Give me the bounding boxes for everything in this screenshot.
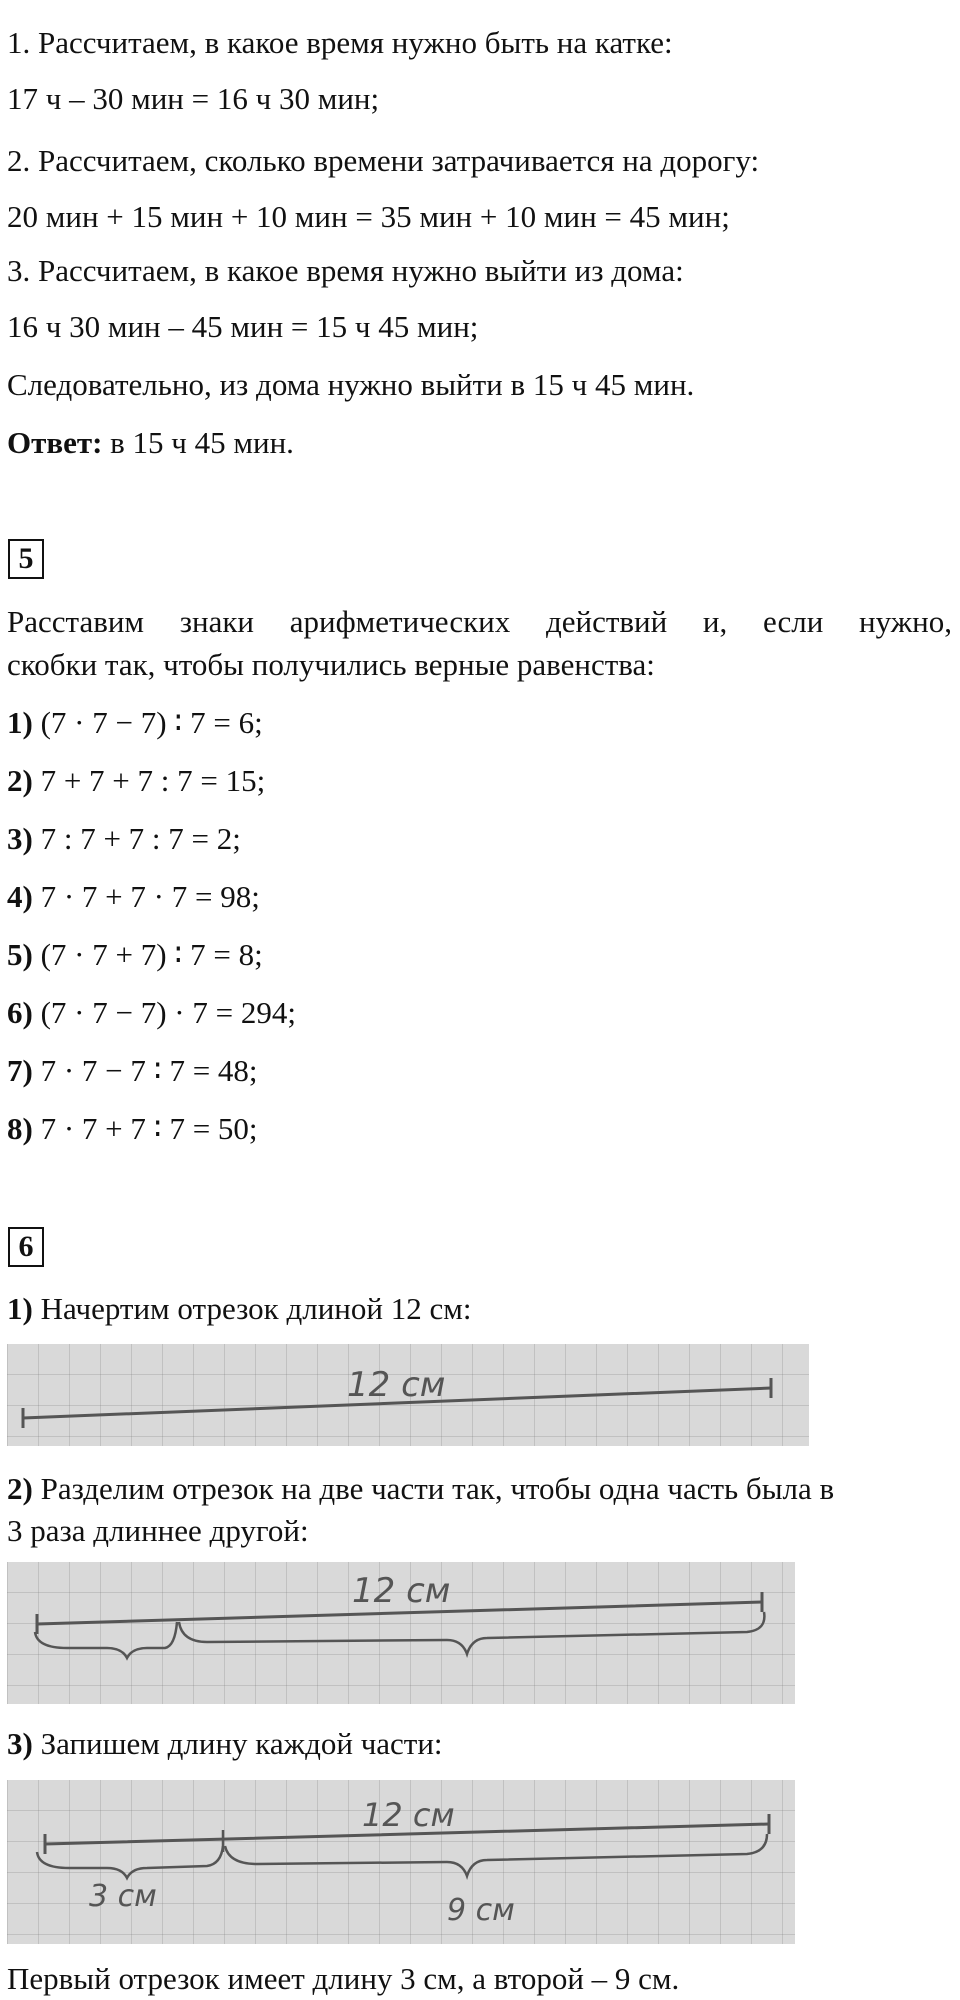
task-6-step-1 [7, 1290, 960, 1328]
equation-1-expr: (7 · 7 − 7) ∶ 7 = 6; [40, 705, 263, 740]
task-6-step-2-num: 2) [7, 1471, 33, 1506]
task-5-intro-1: Расставим знаки арифметических действий и, если нужно, [7, 604, 952, 639]
task-6-step-2-text-a: Разделим отрезок на две части так, чтобы одна часть была в [40, 1471, 835, 1506]
equation-2-expr: 7 + 7 + 7 : 7 = 15; [40, 763, 266, 798]
step-3-calc: 16 ч 30 мин – 45 мин = 15 ч 45 мин; [7, 309, 479, 344]
task-6-step-3-num: 3) [7, 1726, 33, 1761]
segment-2-label: 12 см [352, 1571, 451, 1611]
equation-7-num: 7) [7, 1053, 33, 1088]
equation-3 [7, 820, 960, 858]
step-3-text: 3. Рассчитаем, в какое время нужно выйти из дома: [7, 253, 684, 288]
equation-6-expr: (7 · 7 − 7) · 7 = 294; [40, 995, 296, 1030]
task-6-number-box: 6 [8, 1227, 44, 1267]
segment-3-label-part-1: 3 см [89, 1879, 157, 1914]
equation-4 [7, 878, 960, 916]
equation-8-expr: 7 · 7 + 7 ∶ 7 = 50; [40, 1111, 258, 1146]
step-1-text: 1. Рассчитаем, в какое время нужно быть на катке: [7, 25, 673, 60]
segment-3-label-total: 12 см [362, 1796, 455, 1834]
task-6-conclusion: Первый отрезок имеет длину 3 см, а второй – 9 см. [7, 1961, 680, 1996]
equation-4-num: 4) [7, 879, 33, 914]
equation-7 [7, 1052, 960, 1090]
equation-8 [7, 1110, 960, 1148]
equation-5-expr: (7 · 7 + 7) ∶ 7 = 8; [40, 937, 263, 972]
step-1-calc: 17 ч – 30 мин = 16 ч 30 мин; [7, 81, 380, 116]
equation-4-expr: 7 · 7 + 7 · 7 = 98; [40, 879, 260, 914]
equation-6-num: 6) [7, 995, 33, 1030]
equation-1-num: 1) [7, 705, 33, 740]
segment-1-label: 12 см [347, 1365, 446, 1405]
equation-2 [7, 762, 960, 800]
segment-photo-2 [7, 1562, 795, 1704]
answer-line [7, 424, 960, 462]
equation-5-num: 5) [7, 937, 33, 972]
segment-photo-3 [7, 1780, 795, 1944]
task-6-step-1-text: Начертим отрезок длиной 12 см: [40, 1291, 472, 1326]
task-6-step-2-a [7, 1470, 960, 1508]
equation-6 [7, 994, 960, 1032]
equation-8-num: 8) [7, 1111, 33, 1146]
answer-value: в 15 ч 45 мин. [110, 425, 294, 460]
conclusion-text: Следовательно, из дома нужно выйти в 15 ч 45 мин. [7, 367, 695, 402]
step-2-calc: 20 мин + 15 мин + 10 мин = 35 мин + 10 мин = 45 мин; [7, 199, 730, 234]
equation-5 [7, 936, 960, 974]
task-6-step-1-num: 1) [7, 1291, 33, 1326]
task-5-intro-2: скобки так, чтобы получились верные равенства: [7, 647, 655, 682]
task-6-step-3-text: Запишем длину каждой части: [40, 1726, 443, 1761]
answer-label: Ответ: [7, 425, 103, 460]
segment-photo-1 [7, 1344, 809, 1446]
step-2-text: 2. Рассчитаем, сколько времени затрачивается на дорогу: [7, 143, 760, 178]
equation-1 [7, 704, 960, 742]
task-5-number-box: 5 [8, 539, 44, 579]
equation-2-num: 2) [7, 763, 33, 798]
equation-3-num: 3) [7, 821, 33, 856]
task-6-step-3 [7, 1725, 960, 1763]
task-6-step-2-b: 3 раза длиннее другой: [7, 1513, 309, 1548]
equation-3-expr: 7 : 7 + 7 : 7 = 2; [40, 821, 241, 856]
segment-3-label-part-2: 9 см [447, 1893, 515, 1928]
equation-7-expr: 7 · 7 − 7 ∶ 7 = 48; [40, 1053, 258, 1088]
